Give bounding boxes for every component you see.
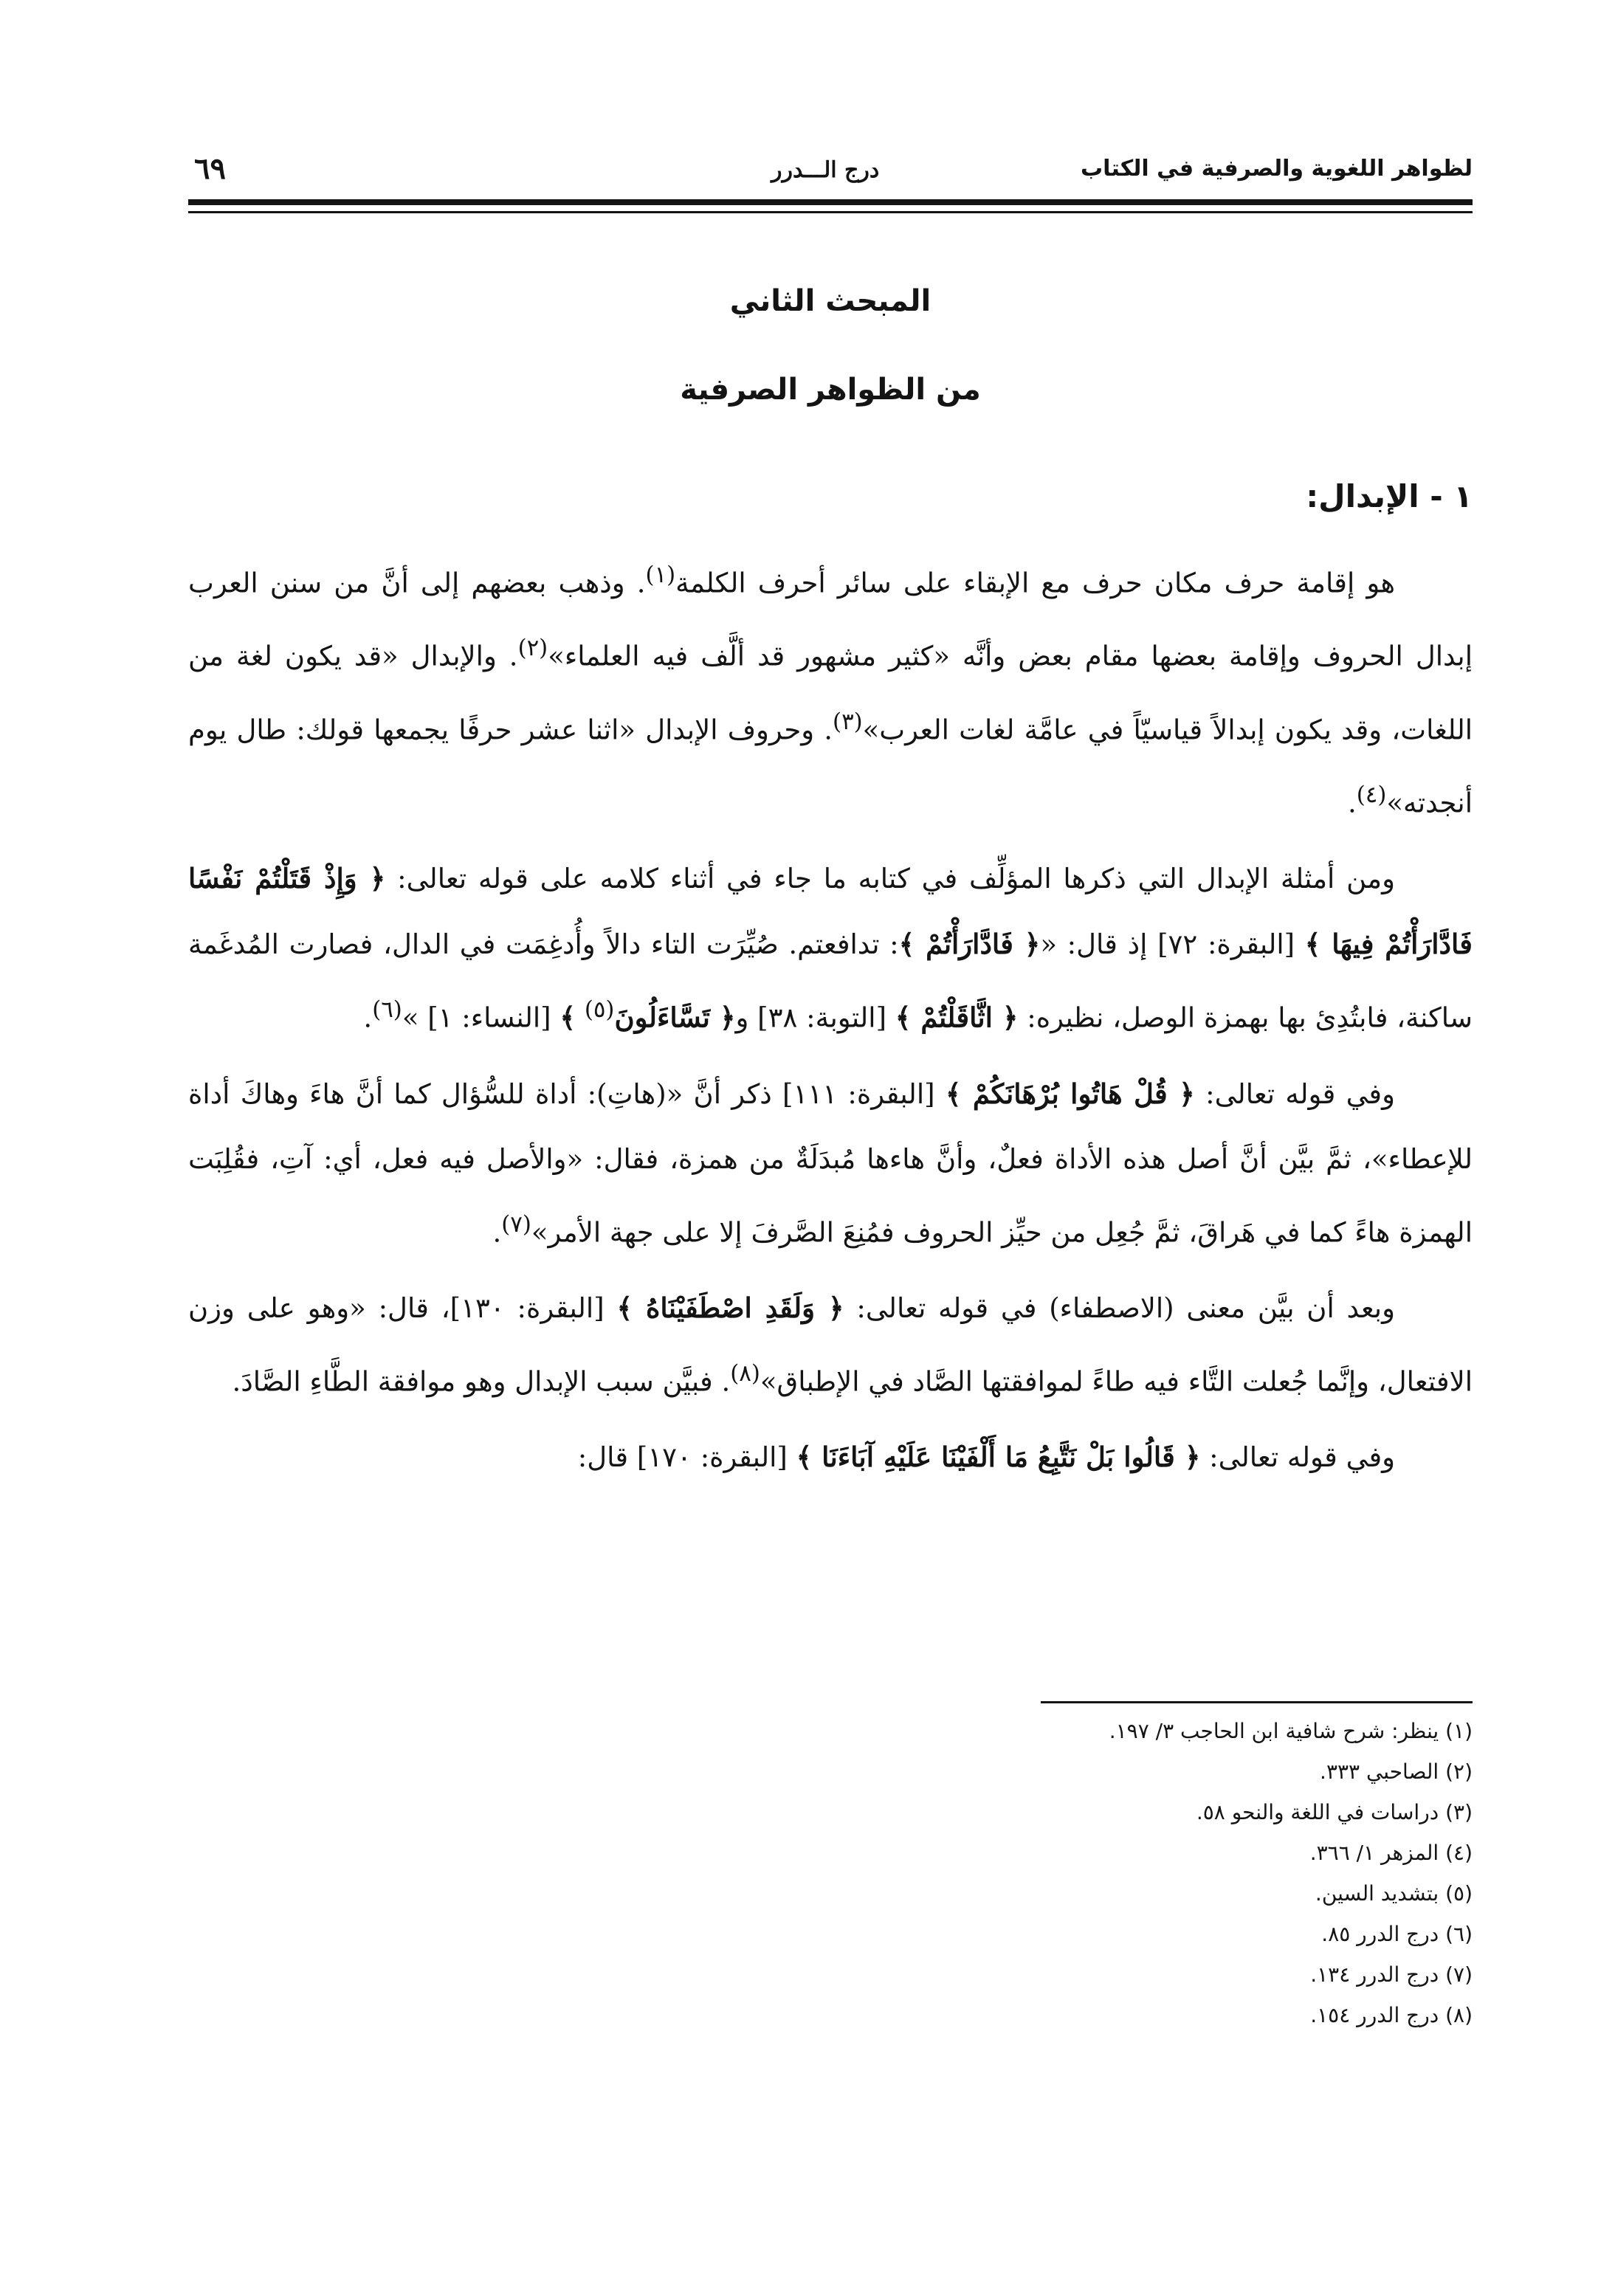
footnote-item: (١) ينظر: شرح شافية ابن الحاجب ٣/ ١٩٧.: [1109, 1719, 1473, 1743]
chapter-title: المبحث الثاني: [729, 284, 932, 318]
footnote-separator: [1041, 1701, 1473, 1703]
running-header: [188, 151, 1473, 196]
quran-verse: ﴿ وَلَقَدِ اصْطَفَيْنَاهُ ﴾: [616, 1291, 844, 1324]
p1-end: .: [1347, 787, 1357, 819]
header-rule-thick: [188, 199, 1473, 205]
p2-text-2: [البقرة: ٧٢] إذ قال: «: [1040, 928, 1295, 961]
p2-end: .: [363, 1002, 373, 1034]
p2-text-3: : تدافعتم. صُيِّرَت التاء دالاً وأُدغِمَت في الدال، فصارت المُدغَمة ساكنة، فابتُدِئ بها بهمزة الوصل، نظيره:: [188, 928, 1473, 1034]
footnote-ref-5: (٥): [584, 996, 615, 1024]
footnote-ref-7: (٧): [501, 1210, 531, 1238]
footnote-item: (٣) دراسات في اللغة والنحو ٥٨.: [1196, 1800, 1473, 1824]
footnote-item: (٥) بتشديد السين.: [1315, 1881, 1473, 1906]
p3-text: وفي قوله تعالى:: [1205, 1078, 1395, 1110]
header-running-title: درج الـــدرر: [771, 157, 880, 183]
footnote-ref-1: (١): [645, 562, 676, 588]
p2-text-5: [النساء: ١] »: [402, 1002, 551, 1034]
footnote-item: (٤) المزهر ١/ ٣٦٦.: [1309, 1841, 1473, 1865]
paragraph-1: [188, 542, 1473, 835]
quran-verse: ﴿ فَادَّارَأْتُمْ ﴾: [898, 928, 1041, 961]
header-book-title: لظواهر اللغوية والصرفية في الكتاب: [1081, 156, 1473, 182]
page-number: ٦٩: [194, 151, 226, 186]
p2-text-4: [التوبة: ٣٨] و: [735, 1002, 887, 1034]
p1-text-2: . وذهب بعضهم إلى أنَّ من سنن العرب إبدال الحروف وإقامة بعضها مقام بعض وأنَّه «كثير مشهور قد ألَّف فيه العلماء»: [188, 567, 1473, 672]
p4-text-3: . فبيَّن سبب الإبدال وهو موافقة الطَّاءِ الصَّادَ.: [232, 1365, 731, 1398]
quran-verse: ﴿ اثَّاقَلْتُمْ ﴾: [895, 1001, 1019, 1034]
footnote-item: (٧) درج الدرر ١٣٤.: [1310, 1962, 1473, 1987]
p3-text-2: [البقرة: ١١١] ذكر أنَّ «(هاتِ): أداة للسُّؤال كما أنَّ هاءَ وهاكَ أداة للإعطاء»، ثمَّ بيَّن أنَّ أصل هذه الأداة فعلٌ، وأنَّ هاءها مُبدَلَةٌ من همزة، فقال: «والأصل فيه فعل، أي: آتِ، فقُلِبَت الهمزة هاءً كما في هَراقَ، ثمَّ جُعِل من حيِّز الحروف فمُنِعَ الصَّرفَ إلا على جهة الأمر»: [188, 1078, 1473, 1248]
paragraph-5: [188, 1424, 1473, 1490]
footnote-item: (٦) درج الدرر ٨٥.: [1321, 1922, 1473, 1946]
paragraph-2: [188, 846, 1473, 1050]
p4-text: وبعد أن بيَّن معنى (الاصطفاء) في قوله تعالى:: [856, 1292, 1395, 1324]
footnote-ref-3: (٣): [833, 708, 863, 735]
footnote-ref-4: (٤): [1356, 781, 1387, 808]
footnotes-list: [587, 1711, 1473, 2035]
quran-verse: ﴿ قَالُوا بَلْ نَتَّبِعُ مَا أَلْفَيْنَا عَلَيْهِ آبَاءَنَا ﴾: [796, 1441, 1201, 1474]
footnote-item: (٢) الصاحبي ٣٣٣.: [1320, 1759, 1473, 1784]
paragraph-4: [188, 1275, 1473, 1414]
footnote-item: (٨) درج الدرر ١٥٤.: [1310, 2003, 1473, 2027]
quran-bracket-close: ﴾: [559, 1001, 576, 1034]
chapter-subtitle: من الظواهر الصرفية: [680, 373, 981, 407]
p2-text: ومن أمثلة الإبدال التي ذكرها المؤلِّف في كتابه ما جاء في أثناء كلامه على قوله تعالى:: [397, 863, 1395, 895]
quran-verse: ﴿ قُلْ هَاتُوا بُرْهَانَكُمْ ﴾: [945, 1077, 1195, 1110]
quran-verse: ﴿ تَسَّاءَلُونَ: [614, 1001, 736, 1034]
p3-end: .: [492, 1216, 502, 1248]
p5-text: وفي قوله تعالى:: [1209, 1441, 1395, 1474]
quran-verse: ﴿ وَإِذْ قَتَلْتُمْ نَفْسًا فَادَّارَأْتُمْ فِيهَا ﴾: [188, 862, 1473, 961]
header-rule-thin: [188, 211, 1473, 213]
p1-text: هو إقامة حرف مكان حرف مع الإبقاء على سائر أحرف الكلمة: [675, 567, 1395, 599]
p1-text-4: . وحروف الإبدال «اثنا عشر حرفًا يجمعها قولك: طال يوم أنجدته»: [188, 713, 1473, 819]
footnote-ref-8: (٨): [730, 1359, 760, 1387]
p5-text-2: [البقرة: ١٧٠] قال:: [577, 1441, 788, 1474]
p4-text-2: [البقرة: ١٣٠]، قال: «وهو على وزن الافتعال، وإنَّما جُعلت التَّاء فيه طاءً لموافقتها الصَّاد في الإطباق»: [188, 1292, 1473, 1398]
footnote-ref-2: (٢): [517, 635, 548, 662]
footnote-ref-6: (٦): [372, 996, 402, 1024]
section-title: ١ - الإبدال:: [1306, 478, 1473, 514]
p1-text-3: . والإبدال «قد يكون لغة من اللغات، وقد يكون إبدالاً قياسيّاً في عامَّة لغات العرب»: [188, 640, 1473, 745]
paragraph-3: [188, 1061, 1473, 1265]
body-text: [188, 542, 1473, 1500]
